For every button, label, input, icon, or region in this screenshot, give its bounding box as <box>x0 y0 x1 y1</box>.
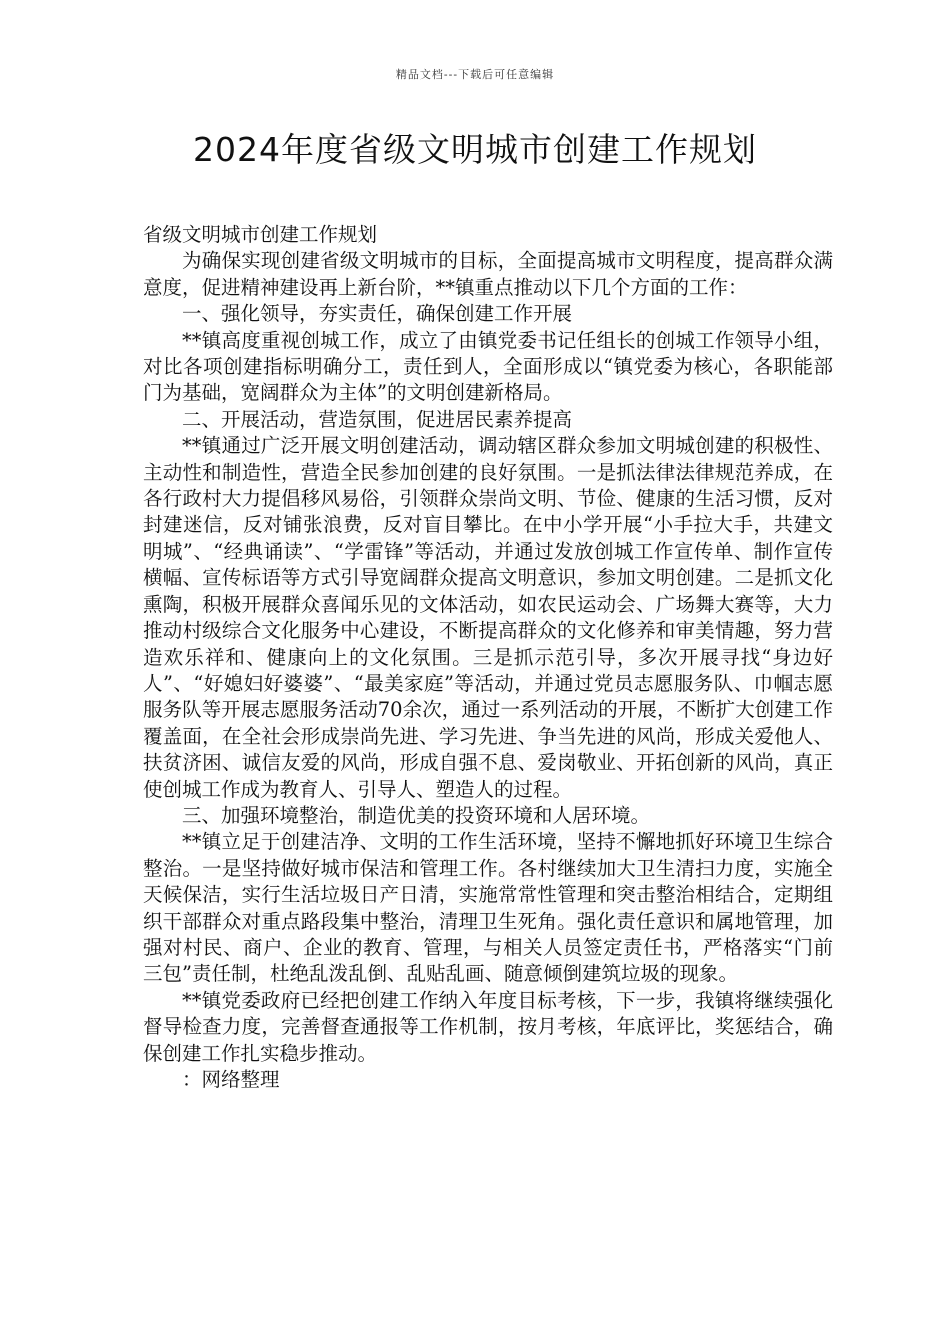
closing-paragraph: **镇党委政府已经把创建工作纳入年度目标考核，下一步，我镇将继续强化督导检查力度，完善督查通报等工作机制，按月考核，年底评比，奖惩结合，确保创建工作扎实稳步推动。 <box>143 988 833 1065</box>
document-title: 2024年度省级文明城市创建工作规划 <box>193 130 757 169</box>
section-heading-3: 三、加强环境整治，制造优美的投资环境和人居环境。 <box>182 803 651 827</box>
subtitle-paragraph: 省级文明城市创建工作规划 <box>143 223 378 246</box>
section-body-2: **镇通过广泛开展文明创建活动，调动辖区群众参加文明城创建的积极性、主动性和制造性，营造全民参加创建的良好氛围。一是抓法律法律规范养成，在各行政村大力提倡移风易俗，引领群众崇尚文明、节俭、健康的生活习惯，反对封建迷信，反对铺张浪费，反对盲目攀比。在中小学开展“小手拉大手，共建文明城”、“经典诵读”、“学雷锋”等活动，并通过发放创城工作宣传单、制作宣传横幅、宣传标语等方式引导宽阔群众提高文明意识，参加文明创建。二是抓文化熏陶，积极开展群众喜闻乐见的文体活动，如农民运动会、广场舞大赛等，大力推动村级综合文化服务中心建设，不断提高群众的文化修养和审美情趣，努力营造欢乐祥和、健康向上的文化氛围。三是抓示范引导，多次开展寻找“身边好人”、“好媳妇好婆婆”、“最美家庭”等活动，并通过党员志愿服务队、巾帼志愿服务队等开展志愿服务活动70余次，通过一系列活动的开展，不断扩大创建工作覆盖面，在全社会形成崇尚先进、学习先进、争当先进的风尚，形成关爱他人、扶贫济困、诚信友爱的风尚，形成自强不息、爱岗敬业、开拓创新的风尚，真正使创城工作成为教育人、引导人、塑造人的过程。 <box>143 434 833 801</box>
section-heading-2: 二、开展活动，营造氛围，促进居民素养提高 <box>182 407 573 431</box>
intro-paragraph: 为确保实现创建省级文明城市的目标，全面提高城市文明程度，提高群众满意度，促进精神建设再上新台阶，**镇重点推动以下几个方面的工作： <box>143 249 833 299</box>
section-heading-1: 一、强化领导，夯实责任，确保创建工作开展 <box>182 302 573 326</box>
section-body-3: **镇立足于创建洁净、文明的工作生活环境，坚持不懈地抓好环境卫生综合整治。一是坚持做好城市保洁和管理工作。各村继续加大卫生清扫力度，实施全天候保洁，实行生活垃圾日产日清，实施常常性管理和突击整治相结合，定期组织干部群众对重点路段集中整治，清理卫生死角。强化责任意识和属地管理，加强对村民、商户、企业的教育、管理，与相关人员签定责任书，严格落实“门前三包”责任制，杜绝乱泼乱倒、乱贴乱画、随意倾倒建筑垃圾的现象。 <box>143 830 833 986</box>
header-note: 精品文档---下载后可任意编辑 <box>395 68 555 81</box>
document-body <box>143 222 833 1093</box>
section-body-1: **镇高度重视创城工作，成立了由镇党委书记任组长的创城工作领导小组，对比各项创建指标明确分工，责任到人，全面形成以“镇党委为核心，各职能部门为基础，宽阔群众为主体”的文明创建新格局。 <box>143 328 833 405</box>
source-note: ：网络整理 <box>182 1068 280 1091</box>
